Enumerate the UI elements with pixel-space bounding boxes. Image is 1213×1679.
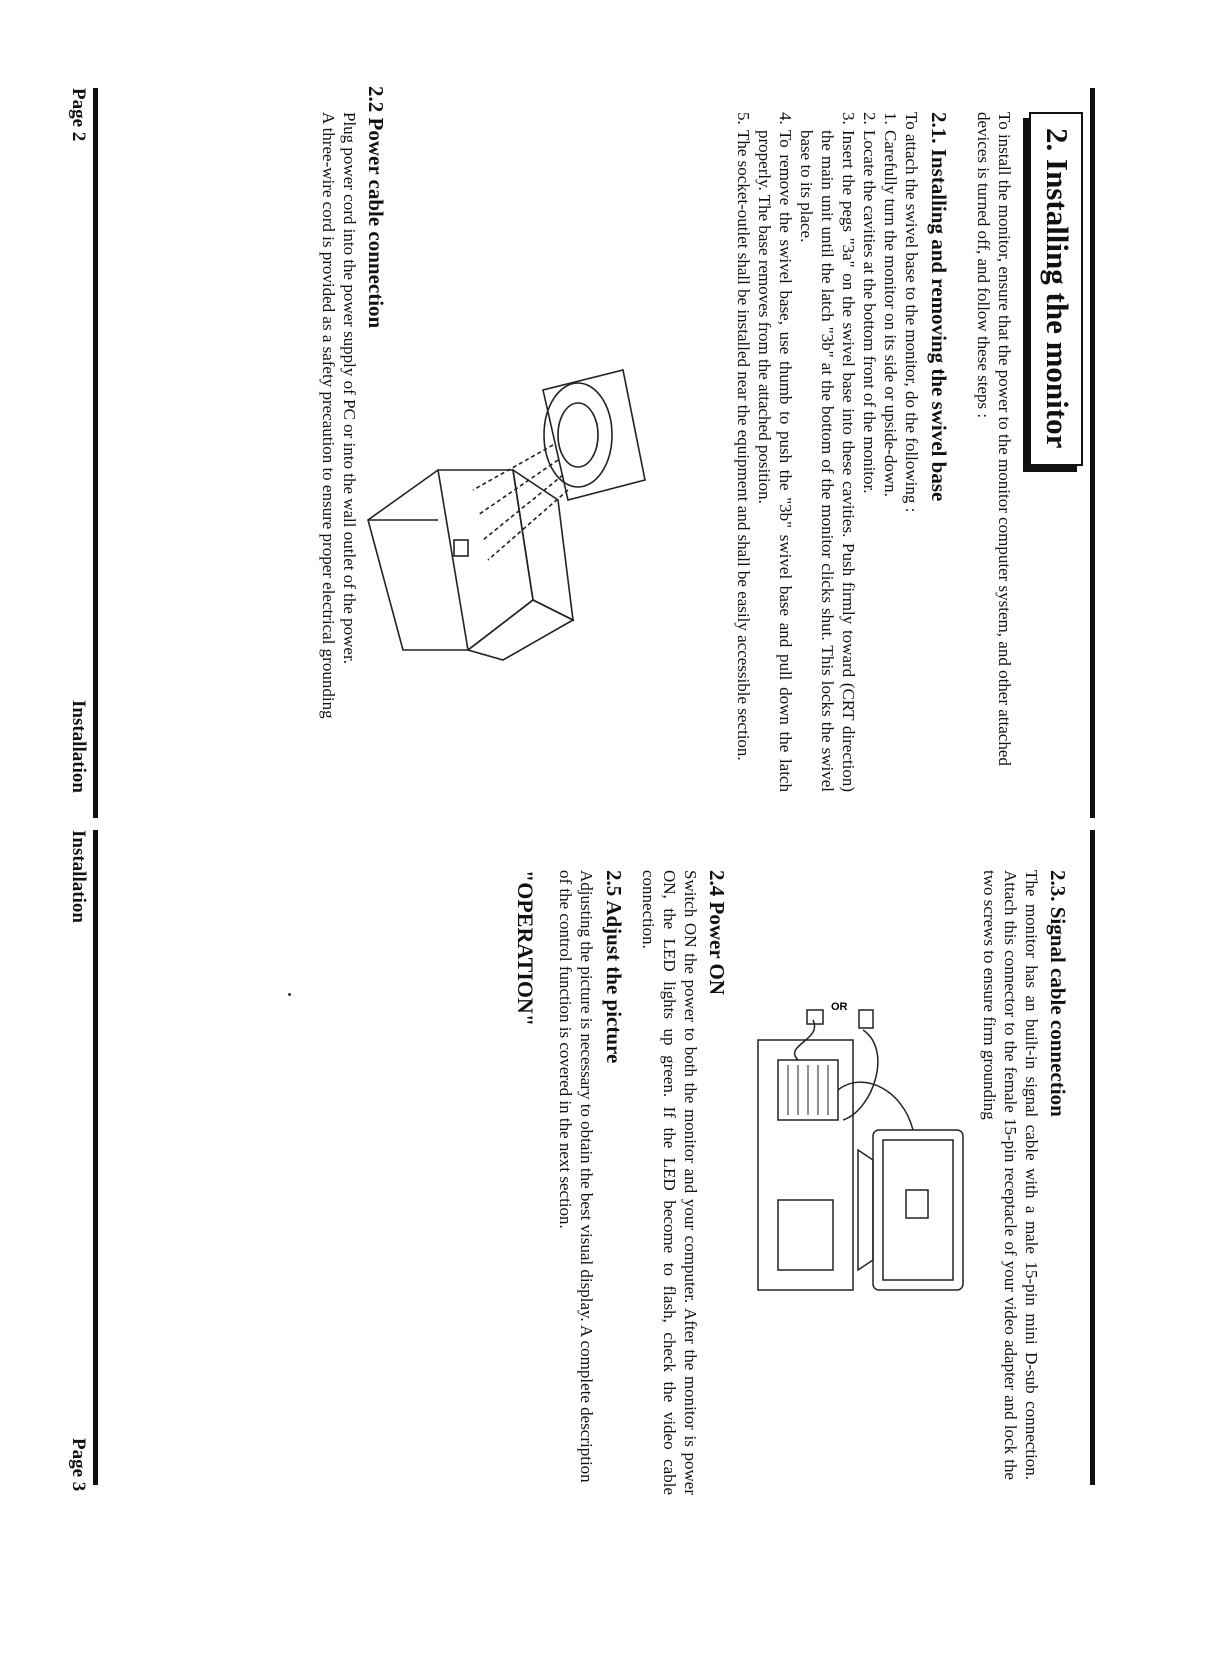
- monitor-outline: [873, 1130, 963, 1290]
- bottom-rule: [93, 88, 98, 818]
- step-item: [796, 112, 859, 792]
- section-2-3-heading: 2.3. Signal cable connection: [1046, 870, 1070, 1117]
- scan-speck: [288, 993, 291, 996]
- page-2: [0, 0, 1213, 830]
- top-rule: [1090, 830, 1095, 1485]
- section-2-3-text: The monitor has an built-in signal cable with a male 15-pin mini D-sub connection. Attach this connector to the female 15-pin receptacle of your video adapter and lock the two screws to ensure firm grounding: [980, 870, 1041, 1480]
- section-2-4-text: Switch ON the power to both the monitor and your computer. After the monitor is power ON, the LED lights up green. If the LED become to flash, check the video cable connection.: [639, 870, 700, 1495]
- section-2-5-text: Adjusting the picture is necessary to obtain the best visual display. A complete description of the control function is covered in the next section.: [556, 870, 596, 1483]
- figure-or-label: OR: [831, 1001, 848, 1013]
- section-2-1-lead: To attach the swivel base to the monitor, do the following :: [902, 112, 921, 513]
- monitor-stand: [858, 1150, 873, 1270]
- footer-page-number: Page 3: [68, 1438, 89, 1492]
- monitor-label-area: [906, 1190, 928, 1218]
- intro-paragraph: To install the monitor, ensure that the power to the monitor computer system, and other attached devices is turned off, and follow these steps :: [974, 112, 1014, 766]
- step-number: 5.: [734, 112, 753, 125]
- step-number: 1.: [881, 112, 900, 125]
- section-2-5-heading: 2.5 Adjust the picture: [602, 870, 626, 1064]
- section-2-1-steps: [733, 112, 901, 792]
- step-text: Carefully turn the monitor on its side or upside-down.: [881, 130, 900, 497]
- power-plug-shape: [859, 1010, 873, 1028]
- monitor-body-shape: [368, 470, 533, 650]
- step-item: [733, 112, 754, 792]
- step-item: [754, 112, 796, 792]
- steps-list: [733, 112, 901, 792]
- bottom-rule: [93, 830, 98, 1485]
- top-rule: [1090, 88, 1095, 818]
- monitor-side-face: [468, 600, 573, 660]
- power-cable-path: [843, 1030, 878, 1120]
- step-number: 4.: [776, 112, 795, 125]
- step-text: To remove the swivel base, use thumb to push the "3b" swivel base and pull down the latch properly. The base removes from the attached position.: [755, 130, 795, 792]
- footer-page-number: Page 2: [68, 88, 89, 142]
- monitor-screen: [883, 1140, 953, 1280]
- pc-drive-bay: [778, 1200, 833, 1270]
- footer-section-name: Installation: [68, 830, 89, 923]
- swivel-base-illustration: [353, 350, 653, 670]
- step-text: Insert the pegs "3a" on the swivel base into these cavities. Push firmly toward (CRT direction) the main unit until the latch "3b" at the bottom of the monitor clicks shut. This locks the swivel base to its place.: [797, 130, 858, 792]
- operation-quote: "OPERATION": [513, 870, 538, 1027]
- base-inner-ring: [558, 403, 598, 467]
- step-text: The socket-outlet shall be installed near the equipment and shall be easily accessible section.: [734, 130, 753, 761]
- base-disk-shape: [544, 383, 612, 487]
- section-2-4-heading: 2.4 Power ON: [705, 870, 729, 996]
- step-text: Locate the cavities at the bottom front of the monitor.: [860, 130, 879, 494]
- latch-3b-shape: [454, 540, 468, 556]
- signal-cable-path: [838, 1082, 913, 1130]
- chapter-title: 2. Installing the monitor: [1029, 112, 1083, 466]
- step-number: 2.: [860, 112, 879, 125]
- section-2-2-heading: 2.2 Power cable connection: [364, 86, 388, 329]
- step-item: [880, 112, 901, 792]
- section-2-1-heading: 2.1. Installing and removing the swivel base: [927, 112, 951, 502]
- section-2-2-line2: A three-wire cord is provided as a safety precaution to ensure proper electrical grounding: [319, 112, 338, 719]
- monitor-top-face: [513, 470, 573, 620]
- cable-connection-illustration: [743, 1000, 973, 1300]
- step-item: [859, 112, 880, 792]
- step-number: 3.: [839, 112, 858, 125]
- section-2-2-line1: Plug power cord into the power supply of PC or into the wall outlet of the power.: [340, 112, 359, 664]
- footer-section-name: Installation: [68, 700, 89, 793]
- page-3: [0, 830, 1213, 1679]
- outlet-plug-shape: [807, 1010, 823, 1024]
